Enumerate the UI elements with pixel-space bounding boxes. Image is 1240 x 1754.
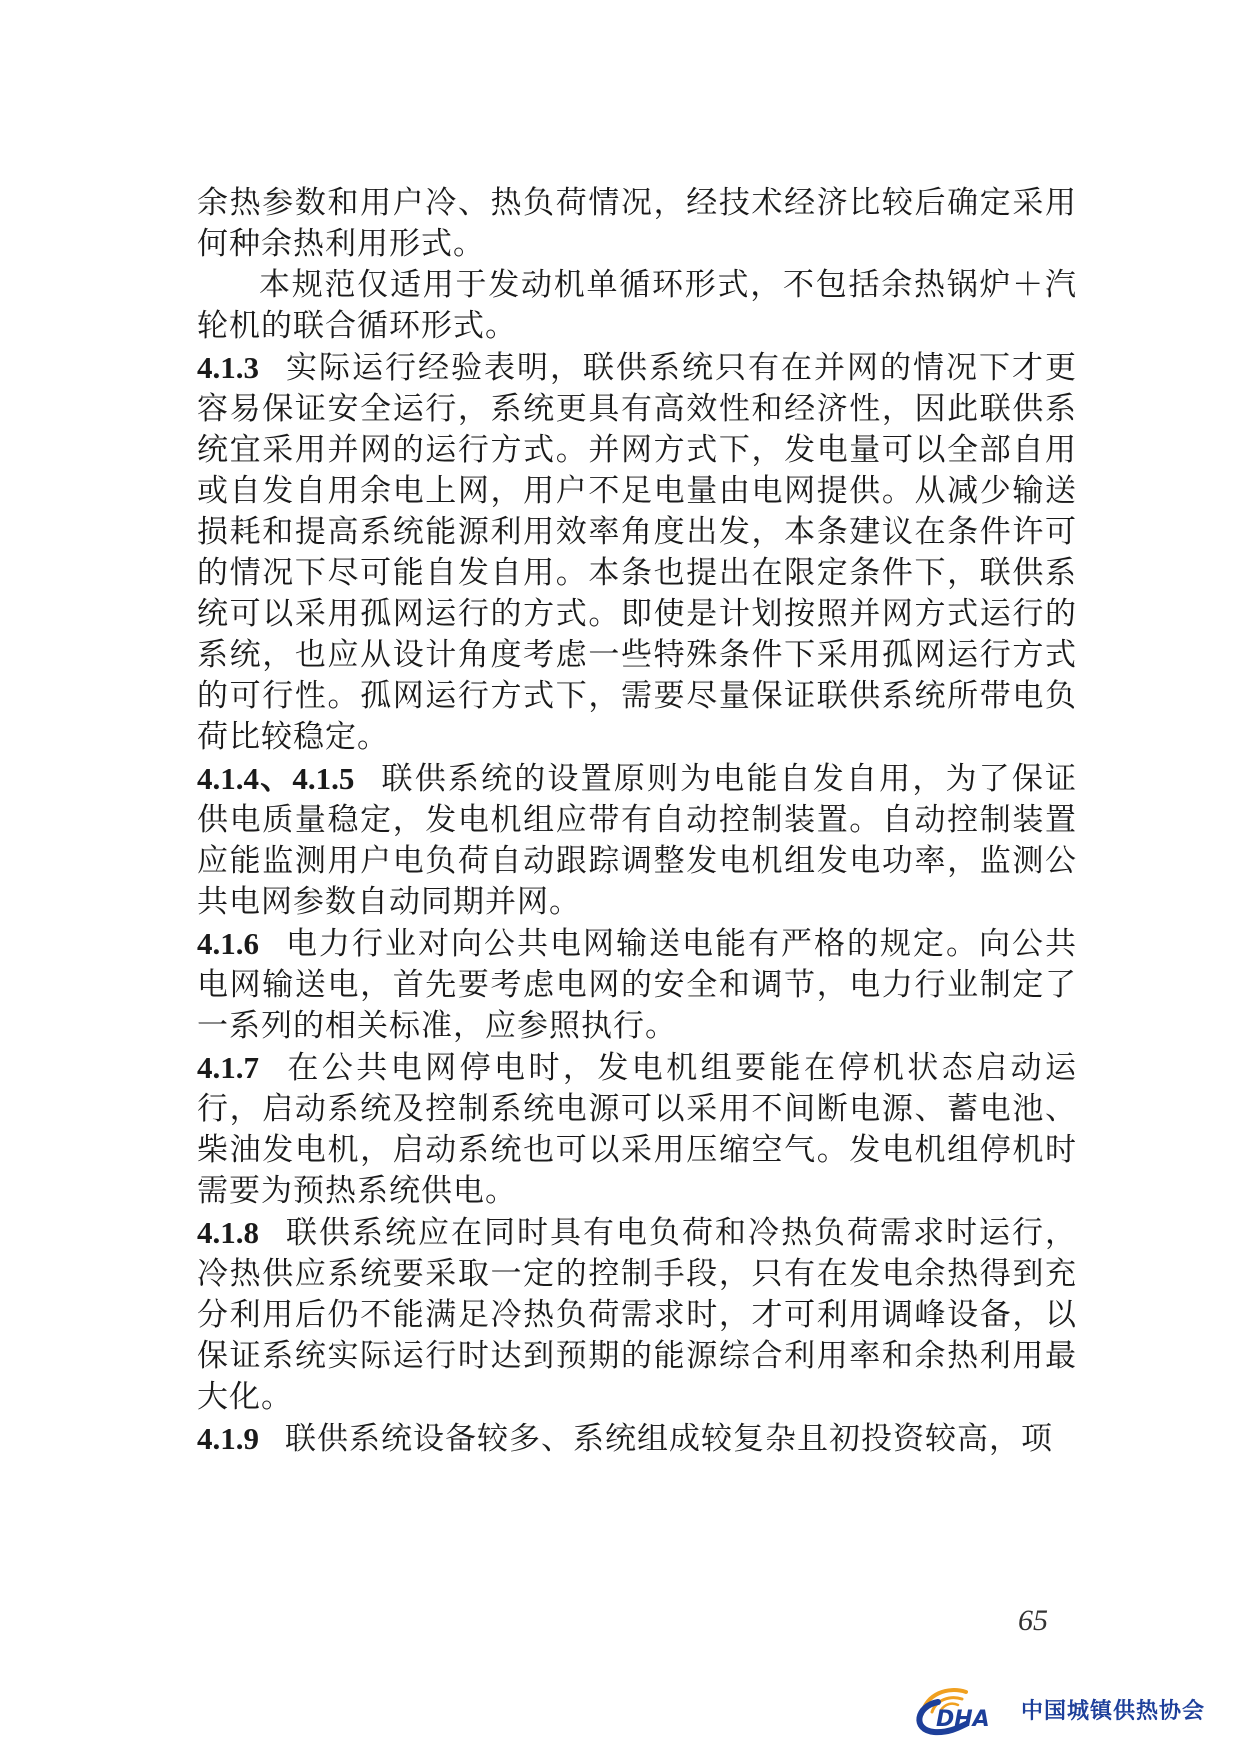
association-logo (908, 1680, 1226, 1736)
clause-text: 电力行业对向公共电网输送电能有严格的规定。向公共电网输送电，首先要考虑电网的安全和调节，电力行业制定了一系列的相关标准，应参照执行。 (197, 926, 1077, 1044)
paragraph-scope-note (197, 265, 1077, 347)
logo-org-name: 中国城镇供热协会 (1021, 1699, 1206, 1724)
clause-number: 4.1.8 (197, 1215, 259, 1250)
paragraph-continuation (197, 183, 1077, 265)
clause-4-1-3 (197, 347, 1077, 758)
dha-logo-mark (908, 1680, 1026, 1736)
clause-number: 4.1.3 (197, 350, 259, 385)
clause-number: 4.1.6 (197, 926, 259, 961)
clause-text: 联供系统的设置原则为电能自发自用，为了保证供电质量稳定，发电机组应带有自动控制装置。自动控制装置应能监测用户电负荷自动跟踪调整发电机组发电功率，监测公共电网参数自动同期并网。 (197, 761, 1078, 920)
clause-4-1-6 (197, 923, 1077, 1047)
body-text (197, 183, 1077, 1460)
clause-number: 4.1.4、4.1.5 (197, 761, 355, 796)
logo-mark-text: DHA (936, 1707, 990, 1732)
clause-4-1-4-4-1-5 (197, 758, 1077, 923)
paragraph-text: 余热参数和用户冷、热负荷情况，经技术经济比较后确定采用何种余热利用形式。 (197, 185, 1077, 262)
clause-text: 实际运行经验表明，联供系统只有在并网的情况下才更容易保证安全运行，系统更具有高效性和经济性，因此联供系统宜采用并网的运行方式。并网方式下，发电量可以全部自用或自发自用余电上网，用户不足电量由电网提供。从减少输送损耗和提高系统能源利用效率角度出发，本条建议在条件许可的情况下尽可能自发自用。本条也提出在限定条件下，联供系统可以采用孤网运行的方式。即使是计划按照并网方式运行的系统，也应从设计角度考虑一些特殊条件下采用孤网运行方式的可行性。孤网运行方式下，需要尽量保证联供系统所带电负荷比较稳定。 (197, 350, 1077, 755)
clause-text: 在公共电网停电时，发电机组要能在停机状态启动运行，启动系统及控制系统电源可以采用不间断电源、蓄电池、柴油发电机，启动系统也可以采用压缩空气。发电机组停机时需要为预热系统供电。 (197, 1050, 1077, 1209)
clause-text: 联供系统设备较多、系统组成较复杂且初投资较高，项 (285, 1421, 1053, 1457)
clause-4-1-7 (197, 1047, 1077, 1212)
clause-number: 4.1.7 (197, 1050, 259, 1085)
clause-text: 联供系统应在同时具有电负荷和冷热负荷需求时运行，冷热供应系统要采取一定的控制手段，只有在发电余热得到充分利用后仍不能满足冷热负荷需求时，才可利用调峰设备，以保证系统实际运行时达到预期的能源综合利用率和余热利用最大化。 (197, 1215, 1077, 1415)
page-number: 65 (1018, 1604, 1048, 1637)
paragraph-text: 本规范仅适用于发动机单循环形式，不包括余热锅炉＋汽轮机的联合循环形式。 (197, 267, 1077, 344)
clause-4-1-9 (197, 1418, 1077, 1460)
clause-number: 4.1.9 (197, 1421, 259, 1456)
clause-4-1-8 (197, 1212, 1077, 1418)
